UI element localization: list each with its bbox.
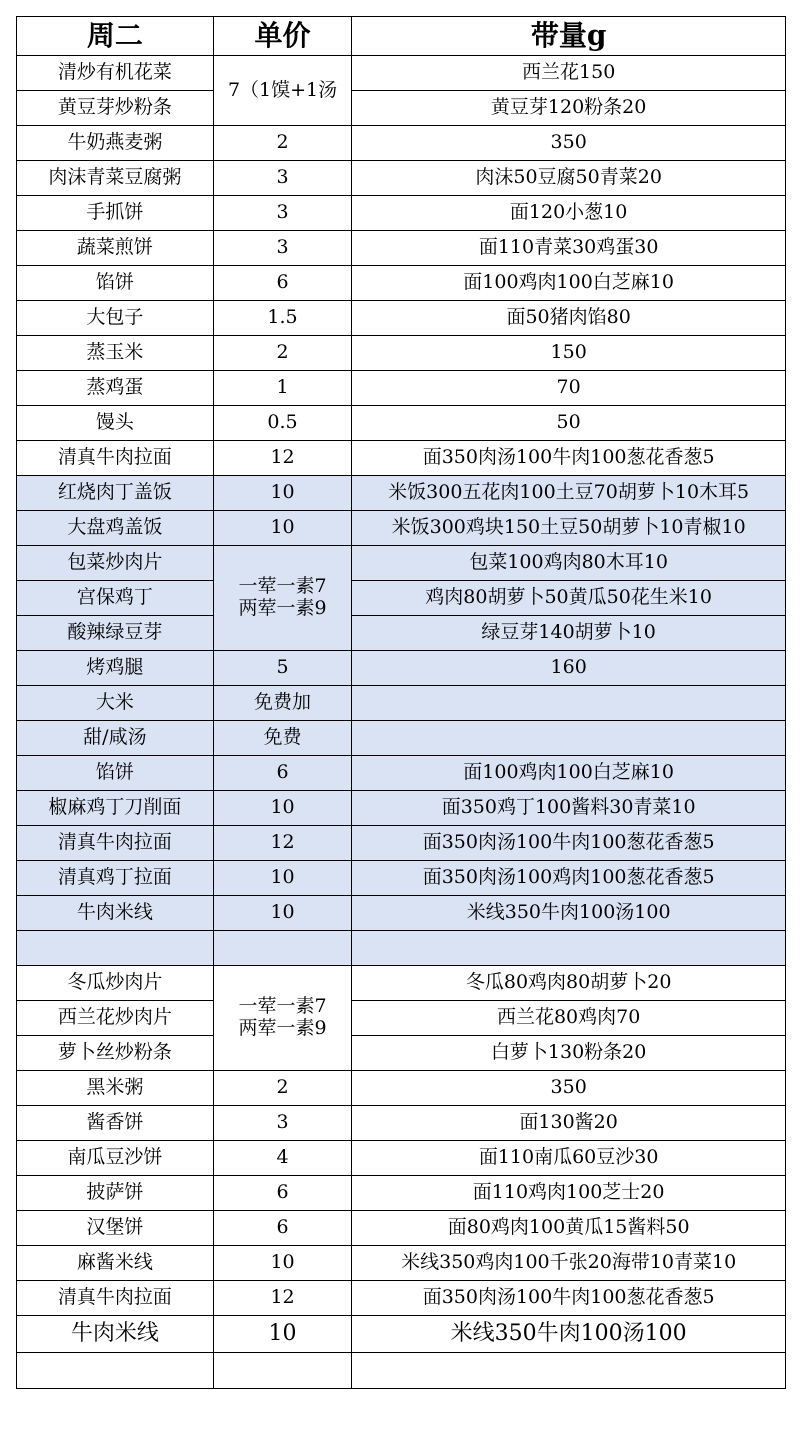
price-cell: 2 [213, 1071, 352, 1106]
amount-cell: 冬瓜80鸡肉80胡萝卜20 [352, 966, 786, 1001]
table-row [17, 1211, 786, 1246]
dish-name-cell: 肉沫青菜豆腐粥 [17, 161, 214, 196]
table-row [17, 896, 786, 931]
amount-cell: 面100鸡肉100白芝麻10 [352, 756, 786, 791]
table-row [17, 756, 786, 791]
dish-name-cell: 蔬菜煎饼 [17, 231, 214, 266]
price-cell [213, 1353, 352, 1389]
dish-name-cell: 大盘鸡盖饭 [17, 511, 214, 546]
dish-name-cell: 蒸玉米 [17, 336, 214, 371]
amount-cell: 160 [352, 651, 786, 686]
table-row [17, 196, 786, 231]
amount-cell: 米饭300五花肉100土豆70胡萝卜10木耳5 [352, 476, 786, 511]
dish-name-cell: 椒麻鸡丁刀削面 [17, 791, 214, 826]
dish-name-cell: 红烧肉丁盖饭 [17, 476, 214, 511]
amount-cell: 面100鸡肉100白芝麻10 [352, 266, 786, 301]
amount-cell: 黄豆芽120粉条20 [352, 91, 786, 126]
amount-cell: 70 [352, 371, 786, 406]
header-amount: 带量g [352, 17, 786, 56]
dish-name-cell: 牛奶燕麦粥 [17, 126, 214, 161]
amount-cell: 米线350鸡肉100千张20海带10青菜10 [352, 1246, 786, 1281]
price-cell: 12 [213, 826, 352, 861]
dish-name-cell: 黑米粥 [17, 1071, 214, 1106]
table-row [17, 581, 786, 616]
dish-name-cell: 甜/咸汤 [17, 721, 214, 756]
table-row [17, 511, 786, 546]
price-cell: 6 [213, 756, 352, 791]
table-row [17, 931, 786, 966]
dish-name-cell: 馅饼 [17, 266, 214, 301]
amount-cell [352, 686, 786, 721]
table-row [17, 1001, 786, 1036]
amount-cell: 鸡肉80胡萝卜50黄瓜50花生米10 [352, 581, 786, 616]
table-row [17, 616, 786, 651]
amount-cell [352, 931, 786, 966]
dish-name-cell: 牛肉米线 [17, 896, 214, 931]
price-cell: 0.5 [213, 406, 352, 441]
price-cell: 3 [213, 1106, 352, 1141]
table-row [17, 1071, 786, 1106]
amount-cell: 面50猪肉馅80 [352, 301, 786, 336]
dish-name-cell: 披萨饼 [17, 1176, 214, 1211]
price-cell: 3 [213, 231, 352, 266]
amount-cell [352, 1353, 786, 1389]
amount-cell: 包菜100鸡肉80木耳10 [352, 546, 786, 581]
table-row [17, 441, 786, 476]
dish-name-cell: 馅饼 [17, 756, 214, 791]
dish-name-cell [17, 1353, 214, 1389]
dish-name-cell: 酱香饼 [17, 1106, 214, 1141]
price-cell: 一荤一素7 两荤一素9 [213, 546, 352, 651]
price-cell: 7（1馍+1汤 [213, 56, 352, 126]
dish-name-cell: 清真牛肉拉面 [17, 826, 214, 861]
price-cell: 2 [213, 126, 352, 161]
table-row [17, 266, 786, 301]
table-row [17, 1281, 786, 1316]
table-row [17, 1246, 786, 1281]
table-row [17, 126, 786, 161]
table-row [17, 686, 786, 721]
price-cell: 10 [213, 791, 352, 826]
price-cell: 一荤一素7 两荤一素9 [213, 966, 352, 1071]
dish-name-cell: 牛肉米线 [17, 1316, 214, 1353]
dish-name-cell: 酸辣绿豆芽 [17, 616, 214, 651]
table-row [17, 161, 786, 196]
price-cell [213, 931, 352, 966]
price-cell: 5 [213, 651, 352, 686]
amount-cell: 面110青菜30鸡蛋30 [352, 231, 786, 266]
price-cell: 1 [213, 371, 352, 406]
amount-cell: 西兰花150 [352, 56, 786, 91]
header-day: 周二 [17, 17, 214, 56]
dish-name-cell: 大包子 [17, 301, 214, 336]
table-row [17, 476, 786, 511]
table-row [17, 1176, 786, 1211]
dish-name-cell: 馒头 [17, 406, 214, 441]
dish-name-cell: 包菜炒肉片 [17, 546, 214, 581]
price-cell: 10 [213, 1246, 352, 1281]
price-cell: 1.5 [213, 301, 352, 336]
amount-cell: 面80鸡肉100黄瓜15酱料50 [352, 1211, 786, 1246]
table-row [17, 1106, 786, 1141]
table-row [17, 231, 786, 266]
dish-name-cell: 西兰花炒肉片 [17, 1001, 214, 1036]
amount-cell: 面110鸡肉100芝士20 [352, 1176, 786, 1211]
table-row [17, 826, 786, 861]
dish-name-cell: 清真鸡丁拉面 [17, 861, 214, 896]
table-row [17, 406, 786, 441]
table-row [17, 1036, 786, 1071]
menu-body [17, 56, 786, 1389]
dish-name-cell: 大米 [17, 686, 214, 721]
price-cell: 10 [213, 861, 352, 896]
amount-cell: 350 [352, 1071, 786, 1106]
price-cell: 免费 [213, 721, 352, 756]
price-cell: 10 [213, 476, 352, 511]
amount-cell: 西兰花80鸡肉70 [352, 1001, 786, 1036]
amount-cell: 350 [352, 126, 786, 161]
amount-cell: 绿豆芽140胡萝卜10 [352, 616, 786, 651]
amount-cell: 面350肉汤100牛肉100葱花香葱5 [352, 441, 786, 476]
dish-name-cell: 黄豆芽炒粉条 [17, 91, 214, 126]
price-cell: 10 [213, 896, 352, 931]
amount-cell: 面120小葱10 [352, 196, 786, 231]
table-row [17, 301, 786, 336]
dish-name-cell: 蒸鸡蛋 [17, 371, 214, 406]
amount-cell: 面350鸡丁100酱料30青菜10 [352, 791, 786, 826]
price-cell: 3 [213, 196, 352, 231]
dish-name-cell: 宫保鸡丁 [17, 581, 214, 616]
dish-name-cell: 清真牛肉拉面 [17, 441, 214, 476]
table-row [17, 1353, 786, 1389]
amount-cell: 米线350牛肉100汤100 [352, 1316, 786, 1353]
amount-cell: 米线350牛肉100汤100 [352, 896, 786, 931]
table-row [17, 966, 786, 1001]
table-row [17, 336, 786, 371]
price-cell: 12 [213, 441, 352, 476]
dish-name-cell: 烤鸡腿 [17, 651, 214, 686]
amount-cell: 面350肉汤100鸡肉100葱花香葱5 [352, 861, 786, 896]
price-cell: 6 [213, 266, 352, 301]
table-row [17, 791, 786, 826]
price-cell: 6 [213, 1211, 352, 1246]
table-row [17, 546, 786, 581]
amount-cell: 50 [352, 406, 786, 441]
dish-name-cell: 萝卜丝炒粉条 [17, 1036, 214, 1071]
header-price: 单价 [213, 17, 352, 56]
price-cell: 4 [213, 1141, 352, 1176]
table-row [17, 371, 786, 406]
dish-name-cell [17, 931, 214, 966]
header-row [17, 17, 786, 56]
amount-cell: 米饭300鸡块150土豆50胡萝卜10青椒10 [352, 511, 786, 546]
price-cell: 10 [213, 511, 352, 546]
amount-cell: 面110南瓜60豆沙30 [352, 1141, 786, 1176]
table-row [17, 651, 786, 686]
amount-cell: 白萝卜130粉条20 [352, 1036, 786, 1071]
price-cell: 10 [213, 1316, 352, 1353]
table-row [17, 861, 786, 896]
table-row [17, 721, 786, 756]
dish-name-cell: 南瓜豆沙饼 [17, 1141, 214, 1176]
amount-cell: 面350肉汤100牛肉100葱花香葱5 [352, 1281, 786, 1316]
menu-table [16, 16, 786, 1389]
price-cell: 6 [213, 1176, 352, 1211]
dish-name-cell: 汉堡饼 [17, 1211, 214, 1246]
dish-name-cell: 清炒有机花菜 [17, 56, 214, 91]
dish-name-cell: 手抓饼 [17, 196, 214, 231]
price-cell: 免费加 [213, 686, 352, 721]
table-row [17, 1316, 786, 1353]
amount-cell: 肉沫50豆腐50青菜20 [352, 161, 786, 196]
price-cell: 3 [213, 161, 352, 196]
amount-cell [352, 721, 786, 756]
table-row [17, 91, 786, 126]
amount-cell: 150 [352, 336, 786, 371]
dish-name-cell: 清真牛肉拉面 [17, 1281, 214, 1316]
price-cell: 2 [213, 336, 352, 371]
amount-cell: 面350肉汤100牛肉100葱花香葱5 [352, 826, 786, 861]
amount-cell: 面130酱20 [352, 1106, 786, 1141]
dish-name-cell: 麻酱米线 [17, 1246, 214, 1281]
table-row [17, 56, 786, 91]
price-cell: 12 [213, 1281, 352, 1316]
table-row [17, 1141, 786, 1176]
dish-name-cell: 冬瓜炒肉片 [17, 966, 214, 1001]
